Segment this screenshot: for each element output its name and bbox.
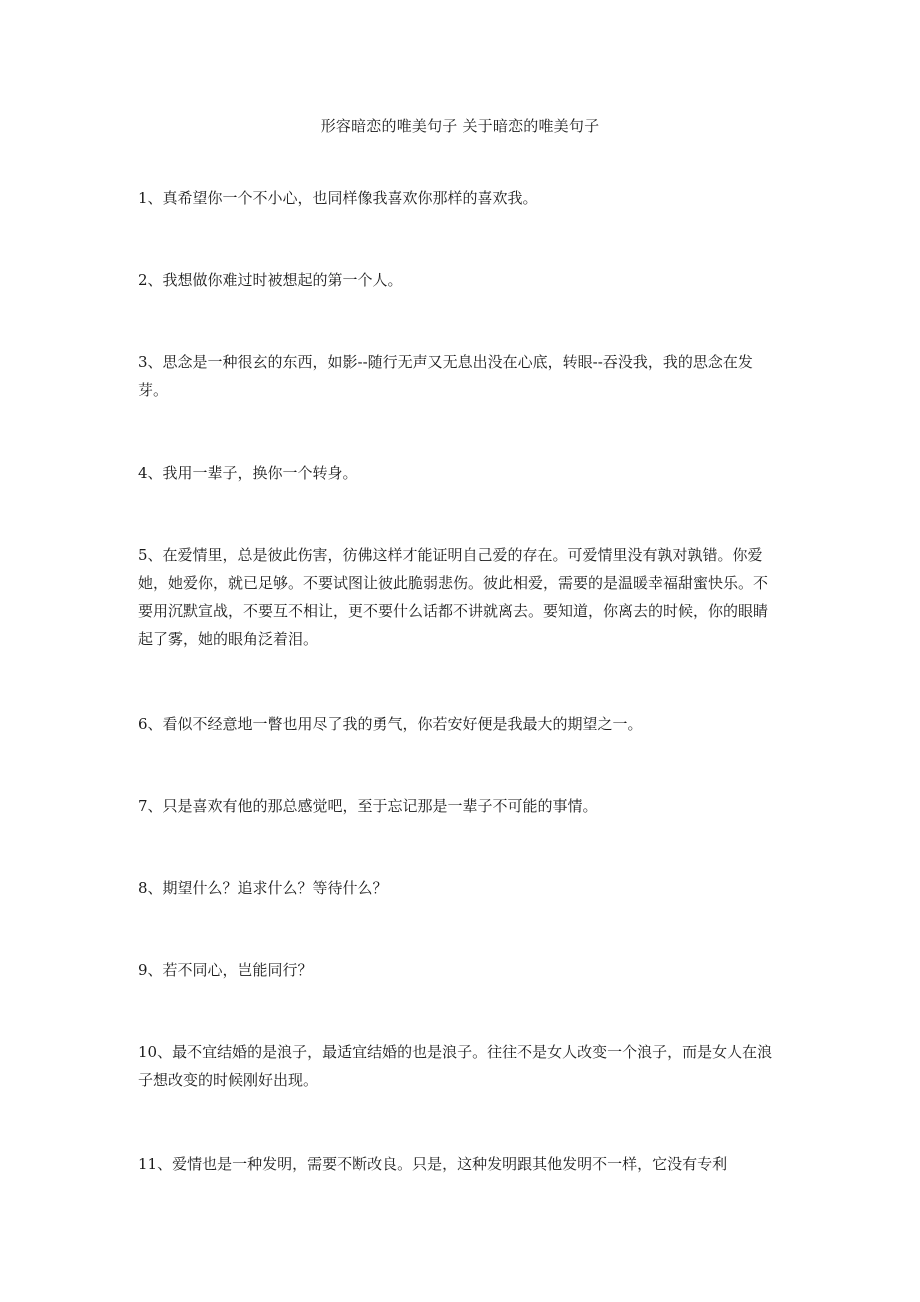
sentence-item-5: 5、在爱情里，总是彼此伤害，彷佛这样才能证明自己爱的存在。可爱情里没有孰对孰错。你爱她，她爱你，就已足够。不要试图让彼此脆弱悲伤。彼此相爱，需要的是温暖幸福甜蜜快乐。不要用沉默宣战，不要互不相让，更不要什么话都不讲就离去。要知道，你离去的时候，你的眼睛起了雾，她的眼角泛着泪。	[138, 546, 769, 648]
sentence-item-8: 8、期望什么？追求什么？等待什么？	[138, 879, 388, 897]
sentence-item-11: 11、爱情也是一种发明，需要不断改良。只是，这种发明跟其他发明不一样，它没有专利	[138, 1155, 728, 1173]
sentence-item-7: 7、只是喜欢有他的那总感觉吧，至于忘记那是一辈子不可能的事情。	[138, 797, 598, 815]
sentence-item-6: 6、看似不经意地一瞥也用尽了我的勇气，你若安好便是我最大的期望之一。	[138, 715, 643, 733]
document-title: 形容暗恋的唯美句子 关于暗恋的唯美句子	[320, 117, 600, 135]
sentence-item-3: 3、思念是一种很玄的东西，如影--随行无声又无息出没在心底，转眼--吞没我，我的思念在发芽。	[138, 353, 753, 399]
sentence-item-2: 2、我想做你难过时被想起的第一个人。	[138, 271, 403, 289]
sentence-item-9: 9、若不同心，岂能同行？	[138, 961, 313, 979]
sentence-item-4: 4、我用一辈子，换你一个转身。	[138, 464, 358, 482]
sentence-item-10: 10、最不宜结婚的是浪子，最适宜结婚的也是浪子。往往不是女人改变一个浪子，而是女人在浪子想改变的时候刚好出现。	[138, 1043, 773, 1089]
sentence-item-1: 1、真希望你一个不小心，也同样像我喜欢你那样的喜欢我。	[138, 189, 538, 207]
